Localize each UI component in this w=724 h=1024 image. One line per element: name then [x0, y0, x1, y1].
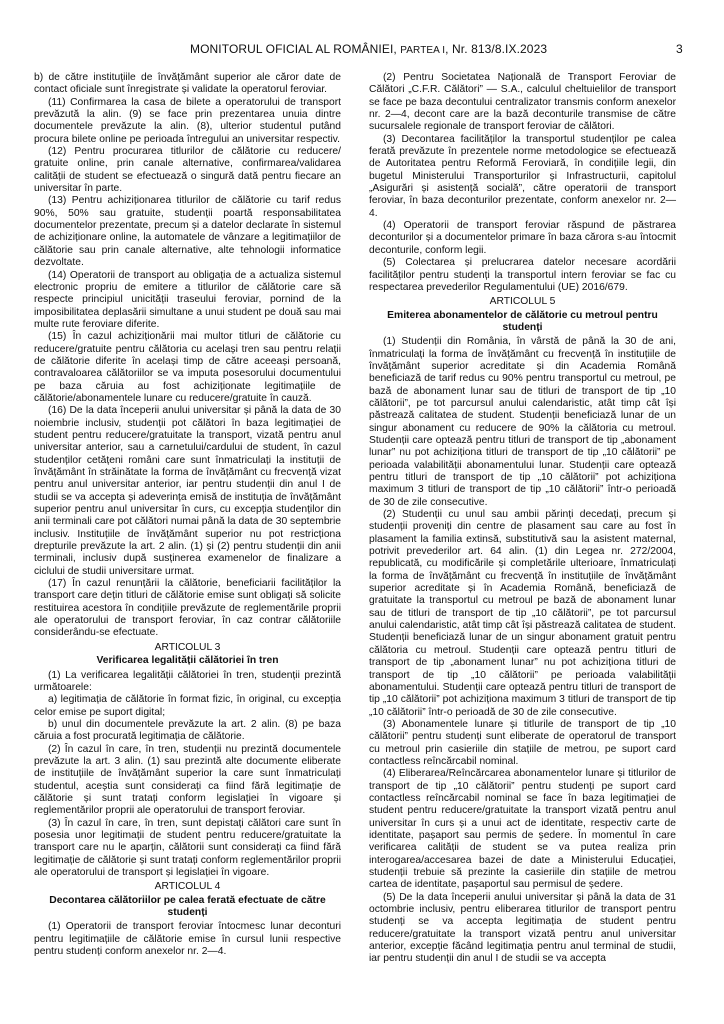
paragraph: (5) De la data începerii anului universitar și până la data de 31 octombrie inclusiv, pentru eliberarea titlurilor de transport pentru studenți se va accepta legitimația de student pentru reducere/gratuitate la transport vizată pentru anul universitar anterior, excepție făcând legitimația pentru anul terminal de studii, iar pentru studenții din anul I de studii se va accepta [369, 891, 676, 965]
paragraph: (14) Operatorii de transport au obligația de a actualiza sistemul electronic propriu de emitere a titlurilor de călătorie care să respecte principiul unicității traseului feroviar, pornind de la imposibilitatea deplasării simultane a unui student pe două sau mai multe rute feroviare diferite. [34, 269, 341, 330]
article-label: ARTICOLUL 3 [154, 641, 221, 653]
paragraph: (4) Operatorii de transport feroviar răspund de păstrarea deconturilor și a documentelor primare în baza cărora s-au întocmit deconturile, conform legii. [369, 220, 676, 256]
right-column [369, 72, 676, 966]
paragraph: b) de către instituțiile de învățământ superior ale căror date de contact oficiale sunt înregistrate și validate la operatorul feroviar. [34, 72, 341, 96]
paragraph: (5) Colectarea și prelucrarea datelor necesare acordării facilităților pentru studenți la transportul intern feroviar se fac cu respectarea prevederilor Regulamentului (UE) 2016/679. [369, 257, 676, 293]
paragraph: (1) Studenții din România, în vârstă de până la 30 de ani, înmatriculați la forma de învățământ cu frecvență în instituțiile de învățământ superior acreditate și din Academia Română beneficiază de tarif redus cu 90% pentru transportul cu metroul, pe bază de abonament lunar sau de titluri de transport de tip „10 călătorii”, pe tot parcursul anului calendaristic, atât timp cât își păstrează calitatea de student. Studenții beneficiază lunar de un singur abonament cu reducere de 90% la călătoria cu metroul. Studenții care optează pentru titluri de transport de tip „abonament lunar” nu pot achiziționa titluri de transport de tip „10 călătorii” pe perioada valabilității abonamentului lunar. Studenții care optează pentru titluri de transport de tip „10 călătorii” pot achiziționa maximum 3 titluri de transport de tip „10 călătorii” într-o perioadă de 30 de zile consecutive. [369, 336, 676, 508]
paragraph: (2) Pentru Societatea Națională de Transport Feroviar de Călători „C.F.R. Călători” — S.A., calculul cheltuielilor de transport se face pe baza decontului centralizator transmis conform anexelor nr. 2—4, decont care are la bază deconturile transmise de către sucursalele regionale de transport feroviar de călători. [369, 72, 676, 133]
left-column [34, 72, 341, 958]
title-main: MONITORUL OFICIAL AL ROMÂNIEI, [190, 42, 401, 56]
paragraph: (11) Confirmarea la casa de bilete a operatorului de transport prevăzută la alin. (9) se face prin prezentarea unuia dintre documentele prevăzute la alin. (8), ulterior studentul putând procura bilete online pe perioada întregului an universitar respectiv. [34, 96, 341, 145]
page-number: 3 [676, 42, 683, 56]
paragraph: b) unul din documentele prevăzute la art. 2 alin. (8) pe baza căruia a fost procurată legitimația de călătorie. [34, 718, 341, 743]
paragraph: (15) În cazul achiziționării mai multor titluri de călătorie cu reducere/gratuite pentru călătoria cu același tren sau pentru relații de călătorie diferite în același timp de către aceeași persoană, contravaloarea călătoriilor se va imputa posesorului documentului pe baza căruia au fost achiziționate legitimațiile de călătorie/abonamentele lunare cu reducere/gratuite în cauză. [34, 331, 341, 404]
paragraph: (13) Pentru achiziționarea titlurilor de călătorie cu tarif redus 90%, 50% sau gratuite, studenții poartă responsabilitatea documentelor prezentate, precum și a datelor declarate în sistemul de achiziționare online, la automatele de vânzare a legitimațiilor de călătorie sau prin canale alternative, alte tehnologii informatice dezvoltate. [34, 195, 341, 269]
paragraph: a) legitimația de călătorie în format fizic, în original, cu excepția celor emise pe suport digital; [34, 694, 341, 718]
paragraph: (12) Pentru procurarea titlurilor de călătorie cu reducere/ gratuite online, prin canale alternative, confirmarea/validarea calității de student se efectuează o singură dată pentru fiecare an universitar în parte. [34, 146, 341, 195]
article-label: ARTICOLUL 4 [154, 881, 221, 893]
paragraph: (4) Eliberarea/Reîncărcarea abonamentelor lunare și titlurilor de transport de tip „10 călătorii” pentru studenți pe suport card contactless reîncărcabil nominal se face în baza legitimației de student pentru reducere/gratuitate la transport vizată pentru anul universitar în curs și a unui act de identitate, respectiv carte de identitate, pașaport sau permis de ședere. În momentul în care verificarea calității de student se va putea realiza prin interogarea/accesarea bazei de date a Ministerului Educației, studenții trebuie să prezinte la casieriile din stațiile de metrou cartea de identitate, pașaportul sau permisul de ședere. [369, 768, 676, 891]
title-issue: , Nr. 813/8.IX.2023 [445, 42, 548, 56]
publication-title [190, 42, 547, 56]
article-label: ARTICOLUL 5 [489, 296, 556, 308]
article-title: Decontarea călătoriilor pe calea ferată efectuate de către studenți [49, 894, 326, 919]
article-title: Verificarea legalității călătoriei în tren [96, 655, 279, 667]
page-header [0, 38, 724, 60]
paragraph: (3) Decontarea facilităților la transportul studenților pe calea ferată prevăzute în prezentele norme metodologice se efectuează de Autoritatea pentru Reformă Feroviară, în condițiile legii, din bugetul Ministerului Transporturilor și Infrastructurii, capitolul „Asigurări și asistență socială”, către operatorii de transport feroviar, în baza deconturilor prezentate, conform anexelor nr. 2—4. [369, 133, 676, 219]
paragraph: (1) La verificarea legalității călătoriei în tren, studenții prezintă următoarele: [34, 669, 341, 693]
paragraph: (3) Abonamentele lunare și titlurile de transport de tip „10 călătorii” pentru studenți sunt eliberate de operatorul de transport cu metroul prin casieriile din stațiile de metrou, pe suport card contactless reîncărcabil nominal. [369, 718, 676, 767]
paragraph: (16) De la data începerii anului universitar și până la data de 30 noiembrie inclusiv, studenții pot călători în baza legitimației de student pentru reducere/gratuitate la transport, vizată pentru anul universitar anterior, sau a carnetului/cardului de student, în cazul studenților cetățeni români care sunt înmatriculați la instituții de învățământ în străinătate la forma de învățământ cu frecvență vizat pentru anul universitar anterior, iar pentru studenții din anul I de studii se va accepta și adeverința emisă de instituția de învățământ superior pentru anul universitar în curs, cu excepția studenților din anii terminali care pot călători numai până la data de 30 septembrie inclusiv. Instituțiile de învățământ superior nu pot restricționa drepturile prevăzute la art. 2 alin. (1) și (2) pentru studenții din anii terminali, inclusiv după susținerea examenelor de finalizare a ciclului de studii universitare urmat. [34, 405, 341, 577]
paragraph: (3) În cazul în care, în tren, sunt depistați călători care sunt în posesia unor legitimații de student pentru reducere/gratuitate la transport care nu le aparțin, călătorii sunt considerați ca fiind fără legitimație de călătorie și sunt tratați conform reglementărilor proprii ale operatorului de transport și legislației în vigoare. [34, 817, 341, 878]
paragraph: (1) Operatorii de transport feroviar întocmesc lunar deconturi pentru legitimațiile de călătorie emise în cursul lunii respective pentru studenți conform anexelor nr. 2—4. [34, 921, 341, 958]
title-part: PARTEA I [400, 45, 446, 56]
paragraph: (17) În cazul renunțării la călătorie, beneficiarii facilităților la transport care dețin titluri de călătorie emise sunt obligați să solicite restituirea acestora în condițiile prevăzute de reglementările proprii ale operatorului de transport feroviar, în caz contrar călătoriile considerându-se efectuate. [34, 578, 341, 639]
paragraph: (2) În cazul în care, în tren, studenții nu prezintă documentele prevăzute la art. 3 alin. (1) sau prezintă alte documente eliberate de instituțiile de învățământ superior la care sunt înmatriculați studentul, aceștia sunt considerați ca fiind fără legitimație de călătorie și sunt tratați conform legislației în vigoare și reglementărilor proprii ale operatorului de transport feroviar. [34, 743, 341, 817]
paragraph: (2) Studenții cu unul sau ambii părinți decedați, precum și studenții proveniți din centre de plasament sau care au fost în plasament la familia extinsă, substitutivă sau la asistent maternal, potrivit prevederilor art. 64 alin. (1) din Legea nr. 272/2004, republicată, cu modificările și completările ulterioare, înmatriculați la forma de învățământ cu frecvență în instituțiile de învățământ superior acreditate și în Academia Română, beneficiază de gratuitate la transportul cu metroul pe bază de abonament lunar sau de titluri de transport de tip „10 călătorii”, pe tot parcursul anului calendaristic, atât timp cât își păstrează calitatea de student. Studenții beneficiază lunar de un singur abonament gratuit pentru călătoria cu metroul. Studenții care optează pentru titluri de transport de tip „abonament lunar” nu pot achiziționa titluri de transport de tip „10 călătorii” pe perioada valabilității abonamentului. Studenții care optează pentru titluri de transport de tip „10 călătorii” pot achiziționa maximum 3 titluri de transport de tip „10 călătorii” într-o perioadă de 30 de zile consecutive. [369, 509, 676, 718]
article-title: Emiterea abonamentelor de călătorie cu metroul pentru studenți [387, 309, 658, 333]
